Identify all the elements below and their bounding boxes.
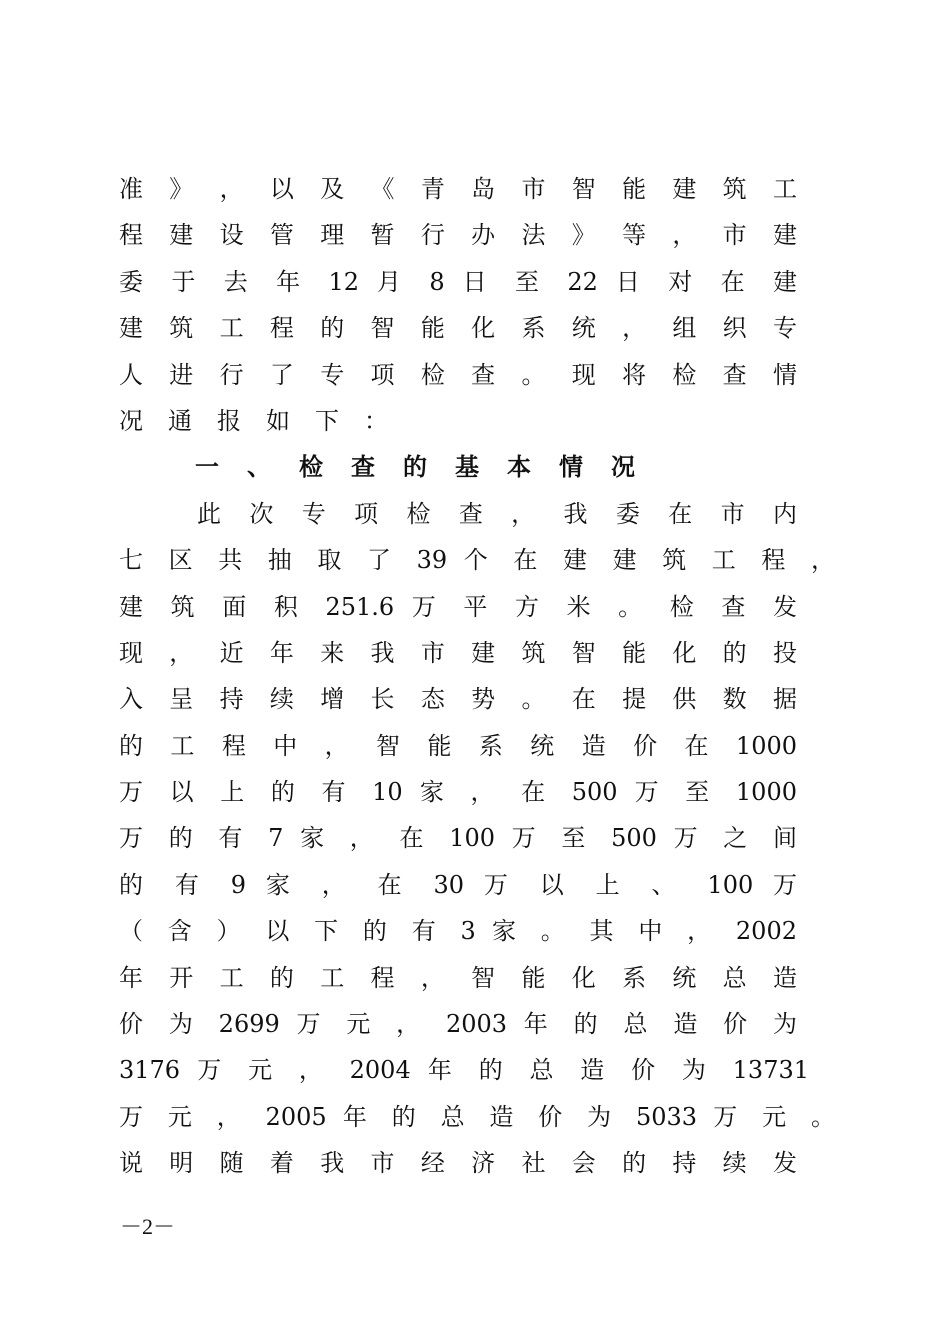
text-line: 入 呈 持 续 增 长 态 势 。 在 提 供 数 据 [119,685,797,714]
text-line: 现 ， 近 年 来 我 市 建 筑 智 能 化 的 投 [119,638,797,667]
text-line: 程 建 设 管 理 暂 行 办 法 》 等 ， 市 建 [119,221,797,250]
text-line: 万 元 ， 2005 年 的 总 造 价 为 5033 万 元 。 [119,1102,835,1131]
text-line: 况通报如下： [119,406,413,435]
text-line: 万 以 上 的 有 10 家 ， 在 500 万 至 1000 [119,778,797,807]
text-line: 的 工 程 中 ， 智 能 系 统 造 价 在 1000 [119,731,797,760]
text-line: 3176 万 元 ， 2004 年 的 总 造 价 为 13731 [119,1056,809,1085]
text-line: 建 筑 面 积 251.6 万 平 方 米 。 检 查 发 [119,592,797,621]
text-line: 年 开 工 的 工 程 ， 智 能 化 系 统 总 造 [119,963,797,992]
text-line: 万 的 有 7 家 ， 在 100 万 至 500 万 之 间 [119,824,797,853]
text-line: 此 次 专 项 检 查 ， 我 委 在 市 内 [197,499,797,528]
text-line: 建 筑 工 程 的 智 能 化 系 统 ， 组 织 专 [119,314,797,343]
body-text [119,166,839,1187]
text-line: 价 为 2699 万 元 ， 2003 年 的 总 造 价 为 [119,1010,797,1039]
section-heading: 一、检查的基本情况 [195,453,663,482]
page-number: －2－ [120,1214,176,1239]
text-line: 人 进 行 了 专 项 检 查 。 现 将 检 查 情 [119,360,797,389]
text-line: 说 明 随 着 我 市 经 济 社 会 的 持 续 发 [119,1149,797,1178]
text-line: 的 有 9 家 ， 在 30 万 以 上 、 100 万 [119,870,797,899]
text-line: 委 于 去 年 12 月 8 日 至 22 日 对 在 建 [119,267,797,296]
text-line: 准 》 ， 以 及 《 青 岛 市 智 能 建 筑 工 [119,175,797,203]
text-line: 七 区 共 抽 取 了 39 个 在 建 建 筑 工 程 ， [119,546,835,575]
text-line: （ 含 ） 以 下 的 有 3 家 。 其 中 ， 2002 [119,917,797,946]
